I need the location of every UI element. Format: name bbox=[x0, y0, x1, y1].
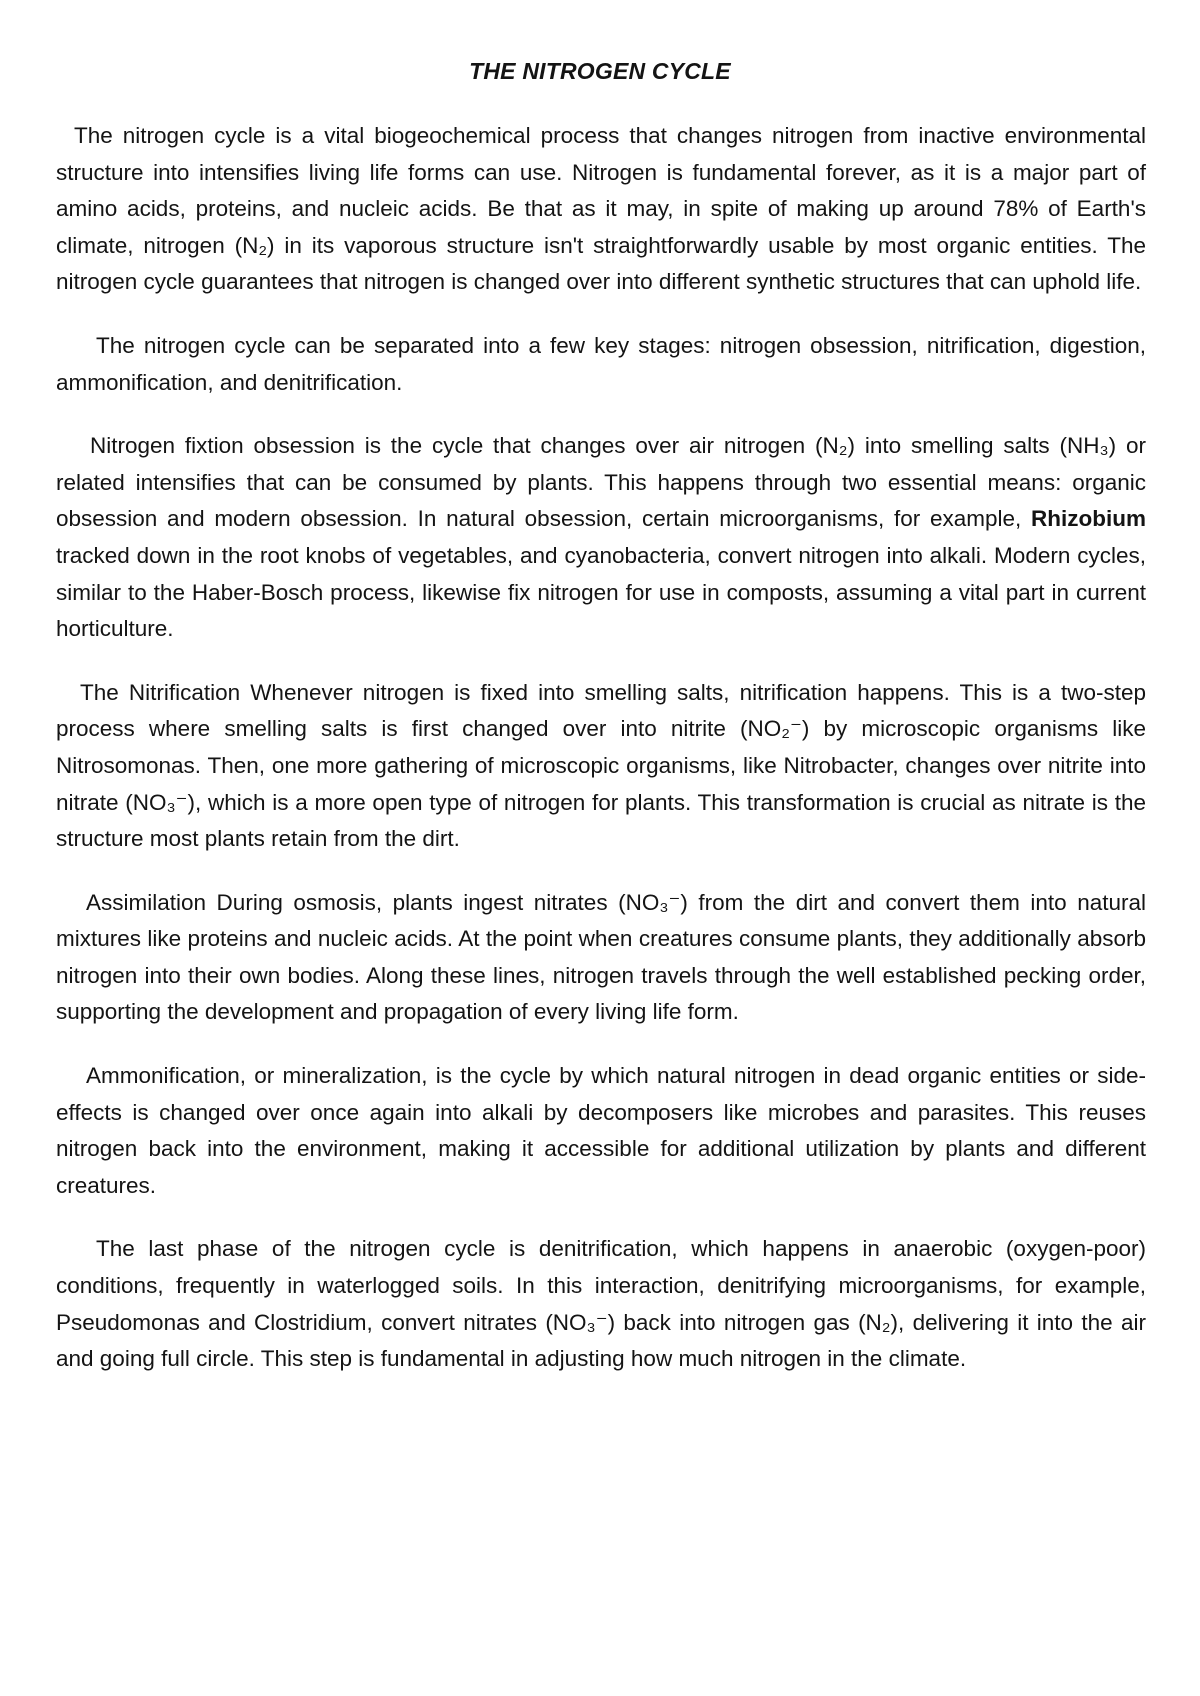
paragraph-assimilation: Assimilation During osmosis, plants ingest nitrates (NO₃⁻) from the dirt and convert them into natural mixtures like proteins and nucleic acids. At the point when creatures consume plants, they additionally absorb nitrogen into their own bodies. Along these lines, nitrogen travels through the well established pecking order, supporting the development and propagation of every living life form. bbox=[56, 889, 1146, 1025]
fixation-text-after: tracked down in the root knobs of vegetables, and cyanobacteria, convert nitrogen into alkali. Modern cycles, similar to the Haber-Bosch process, likewise fix nitrogen for use in composts, assuming a vital part in current horticulture. bbox=[56, 542, 1146, 642]
paragraph-intro: The nitrogen cycle is a vital biogeochemical process that changes nitrogen from inactive environmental structure into intensifies living life forms can use. Nitrogen is fundamental forever, as it is a major part of amino acids, proteins, and nucleic acids. Be that as it may, in spite of making up around 78% of Earth's climate, nitrogen (N₂) in its vaporous structure isn't straightforwardly usable by most organic entities. The nitrogen cycle guarantees that nitrogen is changed over into different synthetic structures that can uphold life. bbox=[56, 123, 1146, 295]
fixation-text-before: Nitrogen fixtion obsession is the cycle that changes over air nitrogen (N₂) into smelling salts (NH₃) or related intensifies that can be consumed by plants. This happens through two essential means: organic obsession and modern obsession. In natural obsession, certain microorganisms, for example, bbox=[56, 433, 1146, 532]
paragraph-ammonification: Ammonification, or mineralization, is the cycle by which natural nitrogen in dead organic entities or side-effects is changed over once again into alkali by decomposers like microbes and parasites. This reuses nitrogen back into the environment, making it accessible for additional utilization by plants and different creatures. bbox=[56, 1063, 1146, 1198]
document-title: THE NITROGEN CYCLE bbox=[469, 58, 731, 84]
document-body bbox=[56, 118, 1146, 1405]
rhizobium-term: Rhizobium bbox=[1031, 506, 1146, 532]
paragraph-denitrification: The last phase of the nitrogen cycle is denitrification, which happens in anaerobic (oxygen-poor) conditions, frequently in waterlogged soils. In this interaction, denitrifying microorganisms, for example, Pseudomonas and Clostridium, convert nitrates (NO₃⁻) back into nitrogen gas (N₂), delivering it into the air and going full circle. This step is fundamental in adjusting how much nitrogen in the climate. bbox=[56, 1236, 1146, 1372]
paragraph-fixation bbox=[56, 428, 1146, 648]
paragraph-nitrification: The Nitrification Whenever nitrogen is fixed into smelling salts, nitrification happens. This is a two-step process where smelling salts is first changed over into nitrite (NO₂⁻) by microscopic organisms like Nitrosomonas. Then, one more gathering of microscopic organisms, like Nitrobacter, changes over nitrite into nitrate (NO₃⁻), which is a more open type of nitrogen for plants. This transformation is crucial as nitrate is the structure most plants retain from the dirt. bbox=[56, 679, 1146, 852]
paragraph-stages: The nitrogen cycle can be separated into a few key stages: nitrogen obsession, nitrification, digestion, ammonification, and denitrification. bbox=[56, 332, 1146, 395]
